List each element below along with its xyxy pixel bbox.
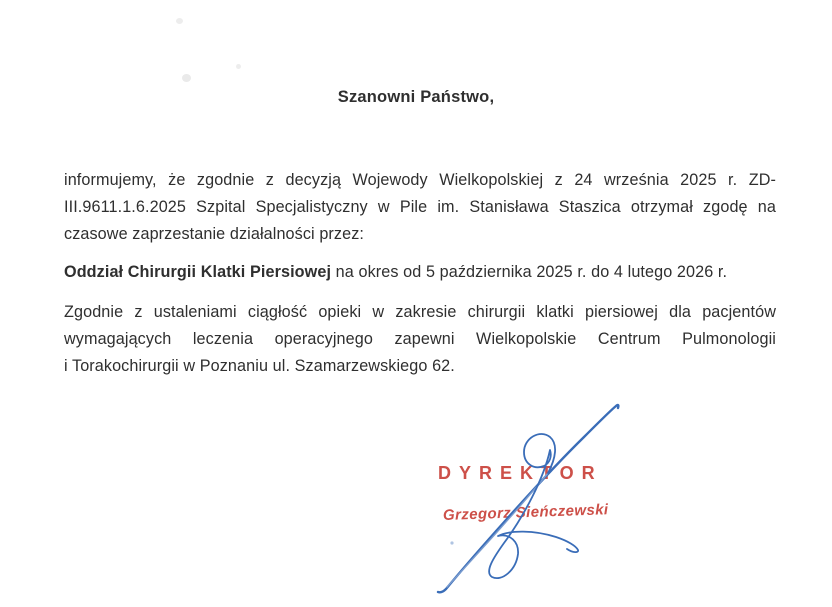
director-stamp-name: Grzegorz Sieńczewski <box>442 501 609 524</box>
scan-noise-speck <box>182 74 191 82</box>
text-line: Zgodnie z ustaleniami ciągłość opieki w zakresie chirurgii klatki piersiowej dla pacjentów <box>64 303 776 321</box>
text-line: III.9611.1.6.2025 Szpital Specjalistyczny w Pile im. Stanisława Staszica otrzymał zgodę na <box>64 198 776 216</box>
pen-dot <box>450 541 453 544</box>
signature-second-stroke <box>447 473 548 587</box>
closure-period: na okres od 5 października 2025 r. do 4 lutego 2026 r. <box>331 263 728 281</box>
scan-noise-speck <box>236 64 241 69</box>
text-line: czasowe zaprzestanie działalności przez: <box>64 225 365 243</box>
paragraph-care-continuity <box>64 299 776 380</box>
signature-main-stroke <box>438 405 618 592</box>
director-stamp-title: DYREKTOR <box>438 463 603 483</box>
handwritten-signature-icon <box>410 390 670 607</box>
scan-noise-speck <box>176 18 183 24</box>
salutation: Szanowni Państwo, <box>337 88 495 106</box>
paragraph-ward-closure <box>64 259 776 286</box>
ward-name: Oddział Chirurgii Klatki Piersiowej <box>64 263 332 281</box>
paragraph-decision <box>64 167 776 248</box>
text-line: i Torakochirurgii w Poznaniu ul. Szamarzewskiego 62. <box>64 357 455 375</box>
text-line: wymagających leczenia operacyjnego zapewni Wielkopolskie Centrum Pulmonologii <box>64 330 776 348</box>
text-line: informujemy, że zgodnie z decyzją Wojewody Wielkopolskiej z 24 września 2025 r. ZD- <box>64 171 776 189</box>
